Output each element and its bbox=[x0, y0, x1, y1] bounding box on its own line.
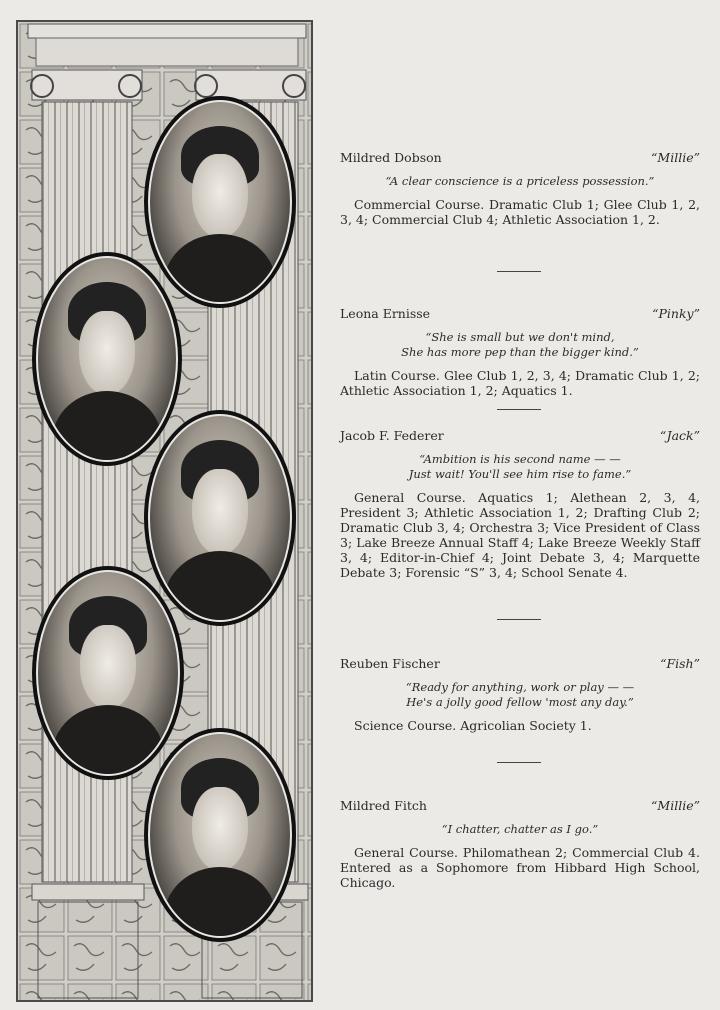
student-quote: “I chatter, chatter as I go.” bbox=[441, 822, 599, 836]
student-quote: “Ambition is his second name — — Just wait! You'll see him rise to fame.” bbox=[408, 452, 632, 481]
student-description: Commercial Course. Dramatic Club 1; Glee Club 1, 2, 3, 4; Commercial Club 4; Athletic Association 1, 2. bbox=[340, 197, 700, 227]
divider-rule bbox=[497, 271, 541, 272]
student-entry bbox=[340, 306, 700, 398]
left-capital bbox=[31, 70, 142, 100]
student-entry bbox=[340, 150, 700, 227]
student-description: General Course. Aquatics 1; Alethean 2, 3, 4, President 3; Athletic Association 1, 2; Drafting Club 2; Dramatic Club 3, 4; Orchestra 3; Vice President of Class 3; Lake Breeze Annual Staff 4; Lake Breeze Weekly Staff 3, 4; Editor-in-Chief 4; Joint Debate 3, 4; Marquette Debate 3; Forensic “S” 3, 4; School Senate 4. bbox=[340, 490, 700, 580]
portrait-leona-ernisse bbox=[32, 252, 182, 466]
student-nickname: “Jack” bbox=[659, 428, 700, 443]
decorative-column-border bbox=[16, 20, 313, 1002]
student-name: Mildred Fitch bbox=[340, 798, 427, 813]
student-quote: “She is small but we don't mind, She has more pep than the bigger kind.” bbox=[401, 330, 639, 359]
student-quote: “Ready for anything, work or play — — He's a jolly good fellow 'most any day.” bbox=[405, 680, 635, 709]
student-description: General Course. Philomathean 2; Commercial Club 4. Entered as a Sophomore from Hibbard High School, Chicago. bbox=[340, 845, 700, 890]
portrait-jacob-federer bbox=[144, 410, 296, 626]
student-name: Leona Ernisse bbox=[340, 306, 431, 321]
student-entry bbox=[340, 798, 700, 890]
student-nickname: “Fish” bbox=[660, 656, 700, 671]
student-entry bbox=[340, 428, 700, 580]
student-nickname: “Millie” bbox=[651, 150, 700, 165]
student-name: Reuben Fischer bbox=[340, 656, 440, 671]
student-entry bbox=[340, 656, 700, 733]
student-nickname: “Millie” bbox=[651, 798, 700, 813]
portrait-mildred-dobson bbox=[144, 96, 296, 308]
student-description: Science Course. Agricolian Society 1. bbox=[354, 718, 592, 733]
student-name: Mildred Dobson bbox=[340, 150, 442, 165]
student-name: Jacob F. Federer bbox=[340, 428, 444, 443]
student-quote: “A clear conscience is a priceless possession.” bbox=[385, 174, 655, 188]
divider-rule bbox=[497, 619, 541, 620]
portrait-mildred-fitch bbox=[144, 728, 296, 942]
student-nickname: “Pinky” bbox=[652, 306, 700, 321]
divider-rule bbox=[497, 762, 541, 763]
portrait-reuben-fischer bbox=[32, 566, 184, 780]
divider-rule bbox=[497, 409, 541, 410]
student-description: Latin Course. Glee Club 1, 2, 3, 4; Dramatic Club 1, 2; Athletic Association 1, 2; Aquatics 1. bbox=[340, 368, 700, 398]
